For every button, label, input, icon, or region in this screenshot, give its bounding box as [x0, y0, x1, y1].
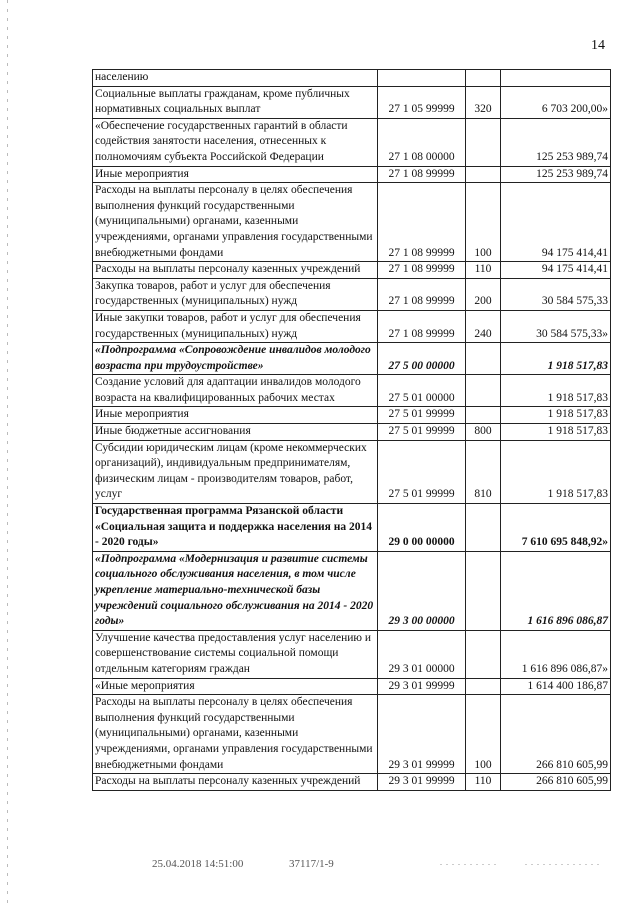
table-row	[93, 504, 611, 552]
table-row	[93, 310, 611, 342]
row-code-cell: 29 3 01 00000	[378, 630, 466, 678]
row-name-cell: Расходы на выплаты персоналу в целях обеспечения выполнения функций государственными (муниципальными) органами, казенными учреждениями, органами управления государственными внебюджетными фондами	[93, 183, 378, 262]
row-type-cell	[466, 678, 501, 695]
table-row	[93, 440, 611, 503]
budget-table-body	[93, 70, 611, 791]
row-name-cell: Расходы на выплаты персоналу казенных учреждений	[93, 774, 378, 791]
table-row	[93, 70, 611, 87]
row-code-cell: 29 3 00 00000	[378, 551, 466, 630]
row-type-cell	[466, 375, 501, 407]
row-code-cell: 29 3 01 99999	[378, 774, 466, 791]
row-amount-cell: 7 610 695 848,92»	[501, 504, 611, 552]
row-name-cell: Улучшение качества предоставления услуг населению и совершенствование системы социальной помощи отдельным категориям граждан	[93, 630, 378, 678]
row-type-cell: 800	[466, 424, 501, 441]
row-type-cell	[466, 166, 501, 183]
row-name-cell: Закупка товаров, работ и услуг для обеспечения государственных (муниципальных) нужд	[93, 278, 378, 310]
table-row	[93, 678, 611, 695]
row-name-cell: Субсидии юридическим лицам (кроме некоммерческих организаций), индивидуальным предпринимателям, физическим лицам - производителям товаров, работ, услуг	[93, 440, 378, 503]
row-code-cell: 27 5 00 00000	[378, 343, 466, 375]
row-amount-cell: 30 584 575,33»	[501, 310, 611, 342]
table-row	[93, 774, 611, 791]
row-code-cell: 27 1 08 99999	[378, 310, 466, 342]
row-amount-cell: 1 616 896 086,87»	[501, 630, 611, 678]
page-number: 14	[591, 38, 605, 53]
row-type-cell: 810	[466, 440, 501, 503]
row-name-cell: Государственная программа Рязанской области «Социальная защита и поддержка населения на 2014 - 2020 годы»	[93, 504, 378, 552]
table-row	[93, 695, 611, 774]
row-type-cell	[466, 630, 501, 678]
row-type-cell: 100	[466, 183, 501, 262]
row-code-cell: 27 1 08 99999	[378, 278, 466, 310]
row-amount-cell: 1 918 517,83	[501, 343, 611, 375]
row-amount-cell: 266 810 605,99	[501, 695, 611, 774]
row-amount-cell: 125 253 989,74	[501, 166, 611, 183]
row-type-cell	[466, 70, 501, 87]
row-amount-cell: 1 918 517,83	[501, 440, 611, 503]
row-code-cell: 29 3 01 99999	[378, 678, 466, 695]
table-row	[93, 630, 611, 678]
row-type-cell	[466, 407, 501, 424]
budget-table	[92, 69, 611, 791]
row-type-cell: 320	[466, 86, 501, 118]
table-row	[93, 118, 611, 166]
row-type-cell: 110	[466, 774, 501, 791]
row-name-cell: «Иные мероприятия	[93, 678, 378, 695]
row-type-cell	[466, 118, 501, 166]
row-type-cell: 240	[466, 310, 501, 342]
row-amount-cell: 1 918 517,83	[501, 375, 611, 407]
row-amount-cell: 1 918 517,83	[501, 424, 611, 441]
scan-noise	[440, 864, 500, 865]
row-code-cell	[378, 70, 466, 87]
row-name-cell: Иные закупки товаров, работ и услуг для обеспечения государственных (муниципальных) нужд	[93, 310, 378, 342]
row-code-cell: 27 1 08 00000	[378, 118, 466, 166]
table-row	[93, 407, 611, 424]
row-name-cell: Создание условий для адаптации инвалидов молодого возраста на квалифицированных рабочих местах	[93, 375, 378, 407]
table-row	[93, 551, 611, 630]
row-name-cell: «Подпрограмма «Модернизация и развитие системы социального обслуживания населения, в том числе укрепление материально-технической базы учреждений социального обслуживания на 2014 - 2020 годы»	[93, 551, 378, 630]
row-amount-cell: 6 703 200,00»	[501, 86, 611, 118]
row-amount-cell: 94 175 414,41	[501, 183, 611, 262]
row-amount-cell: 94 175 414,41	[501, 262, 611, 279]
row-name-cell: Иные мероприятия	[93, 407, 378, 424]
row-type-cell: 200	[466, 278, 501, 310]
row-code-cell: 27 1 05 99999	[378, 86, 466, 118]
row-code-cell: 27 5 01 99999	[378, 440, 466, 503]
row-name-cell: населению	[93, 70, 378, 87]
row-type-cell: 100	[466, 695, 501, 774]
table-row	[93, 375, 611, 407]
row-type-cell	[466, 343, 501, 375]
scan-noise	[525, 864, 600, 865]
table-row	[93, 343, 611, 375]
table-row	[93, 424, 611, 441]
table-row	[93, 166, 611, 183]
row-code-cell: 27 1 08 99999	[378, 166, 466, 183]
scan-edge	[7, 0, 8, 905]
row-code-cell: 27 5 01 00000	[378, 375, 466, 407]
row-name-cell: Социальные выплаты гражданам, кроме публичных нормативных социальных выплат	[93, 86, 378, 118]
row-amount-cell: 125 253 989,74	[501, 118, 611, 166]
row-name-cell: Расходы на выплаты персоналу казенных учреждений	[93, 262, 378, 279]
row-name-cell: Расходы на выплаты персоналу в целях обеспечения выполнения функций государственными (муниципальными) органами, казенными учреждениями, органами управления государственными внебюджетными фондами	[93, 695, 378, 774]
row-amount-cell: 1 616 896 086,87	[501, 551, 611, 630]
row-amount-cell: 1 614 400 186,87	[501, 678, 611, 695]
row-type-cell	[466, 504, 501, 552]
row-code-cell: 27 1 08 99999	[378, 183, 466, 262]
row-code-cell: 27 5 01 99999	[378, 424, 466, 441]
row-code-cell: 27 1 08 99999	[378, 262, 466, 279]
table-row	[93, 262, 611, 279]
row-amount-cell: 30 584 575,33	[501, 278, 611, 310]
row-amount-cell: 266 810 605,99	[501, 774, 611, 791]
row-amount-cell: 1 918 517,83	[501, 407, 611, 424]
row-name-cell: Иные мероприятия	[93, 166, 378, 183]
table-row	[93, 86, 611, 118]
footer-document-id: 37117/1-9	[289, 858, 334, 870]
row-type-cell: 110	[466, 262, 501, 279]
row-amount-cell	[501, 70, 611, 87]
row-code-cell: 29 3 01 99999	[378, 695, 466, 774]
row-type-cell	[466, 551, 501, 630]
row-code-cell: 27 5 01 99999	[378, 407, 466, 424]
row-name-cell: «Обеспечение государственных гарантий в области содействия занятости населения, отнесенных к полномочиям субъекта Российской Федерации	[93, 118, 378, 166]
row-name-cell: Иные бюджетные ассигнования	[93, 424, 378, 441]
row-name-cell: «Подпрограмма «Сопровождение инвалидов молодого возраста при трудоустройстве»	[93, 343, 378, 375]
table-row	[93, 278, 611, 310]
table-row	[93, 183, 611, 262]
row-code-cell: 29 0 00 00000	[378, 504, 466, 552]
footer-timestamp: 25.04.2018 14:51:00	[152, 858, 244, 870]
